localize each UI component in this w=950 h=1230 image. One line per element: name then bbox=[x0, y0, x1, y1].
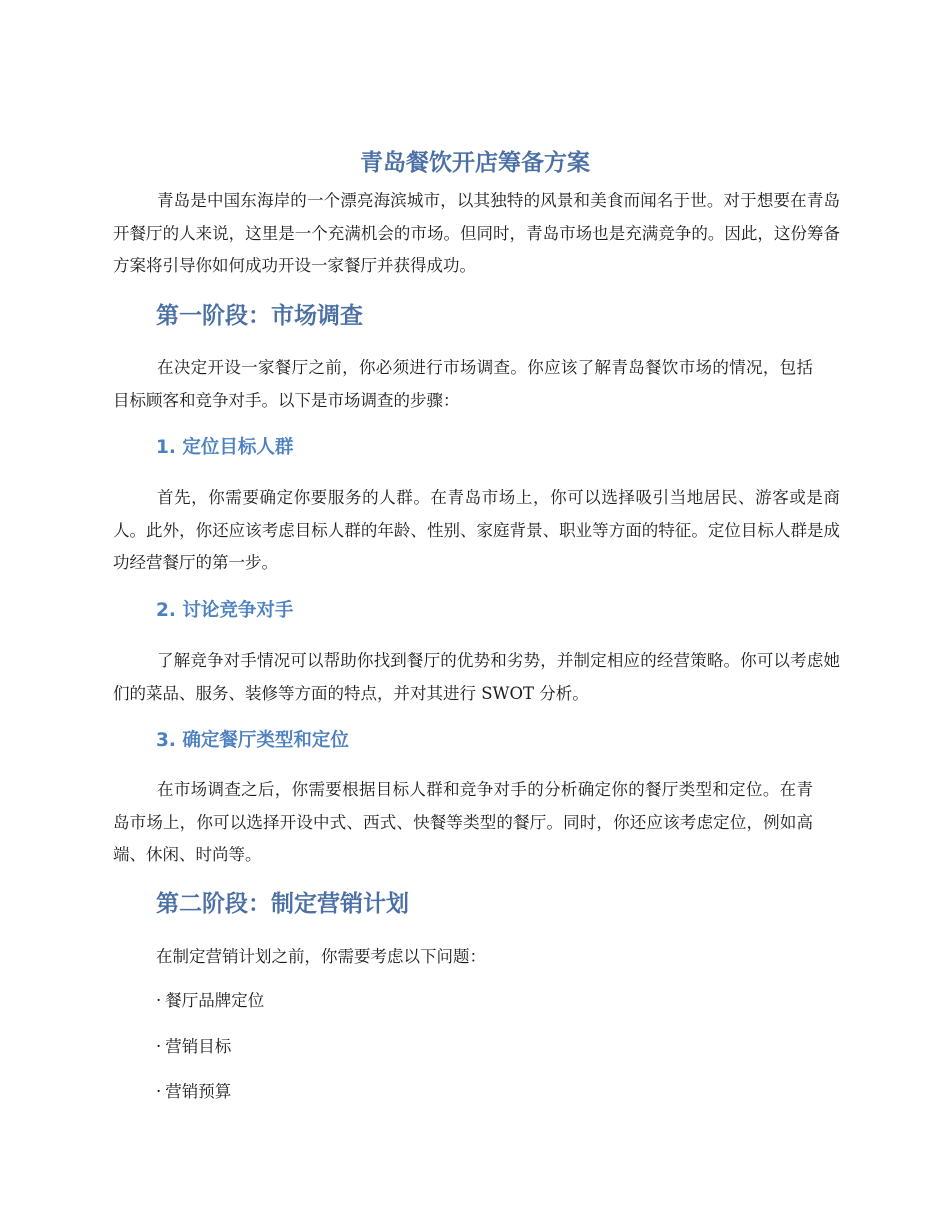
bullet-text: 餐厅品牌定位 bbox=[165, 991, 265, 1010]
stage1-heading: 第一阶段：市场调查 bbox=[156, 303, 363, 329]
document-title: 青岛餐饮开店筹备方案 bbox=[360, 150, 590, 176]
bullet-item bbox=[156, 1033, 231, 1061]
bullet-item bbox=[156, 987, 264, 1015]
step3-heading: 3. 确定餐厅类型和定位 bbox=[156, 730, 349, 751]
stage2-heading: 第二阶段：制定营销计划 bbox=[156, 891, 409, 917]
bullet-dot: · bbox=[156, 1037, 162, 1056]
bullet-text: 营销目标 bbox=[165, 1037, 232, 1056]
stage2-paragraph: 在制定营销计划之前，你需要考虑以下问题： bbox=[156, 947, 486, 966]
step2-paragraph: 了解竞争对手情况可以帮助你找到餐厅的优势和劣势，并制定相应的经营策略。你可以考虑她们的菜品、服务、装修等方面的特点，并对其进行 SWOT 分析。 bbox=[113, 651, 840, 703]
step2-heading: 2. 讨论竞争对手 bbox=[156, 600, 294, 621]
bullet-text: 营销预算 bbox=[165, 1082, 232, 1101]
step1-paragraph: 首先，你需要确定你要服务的人群。在青岛市场上，你可以选择吸引当地居民、游客或是商人。此外，你还应该考虑目标人群的年龄、性别、家庭背景、职业等方面的特征。定位目标人群是成功经营餐厅的第一步。 bbox=[113, 488, 840, 572]
bullet-dot: · bbox=[156, 991, 162, 1010]
stage1-paragraph: 在决定开设一家餐厅之前，你必须进行市场调查。你应该了解青岛餐饮市场的情况，包括目标顾客和竞争对手。以下是市场调查的步骤： bbox=[113, 358, 813, 410]
bullet-item bbox=[156, 1078, 231, 1106]
step1-heading: 1. 定位目标人群 bbox=[156, 437, 294, 458]
step3-paragraph: 在市场调查之后，你需要根据目标人群和竞争对手的分析确定你的餐厅类型和定位。在青岛市场上，你可以选择开设中式、西式、快餐等类型的餐厅。同时，你还应该考虑定位，例如高端、休闲、时尚等。 bbox=[113, 780, 813, 864]
bullet-dot: · bbox=[156, 1082, 162, 1101]
intro-paragraph: 青岛是中国东海岸的一个漂亮海滨城市，以其独特的风景和美食而闻名于世。对于想要在青岛开餐厅的人来说，这里是一个充满机会的市场。但同时，青岛市场也是充满竞争的。因此，这份筹备方案将引导你如何成功开设一家餐厅并获得成功。 bbox=[113, 191, 840, 275]
